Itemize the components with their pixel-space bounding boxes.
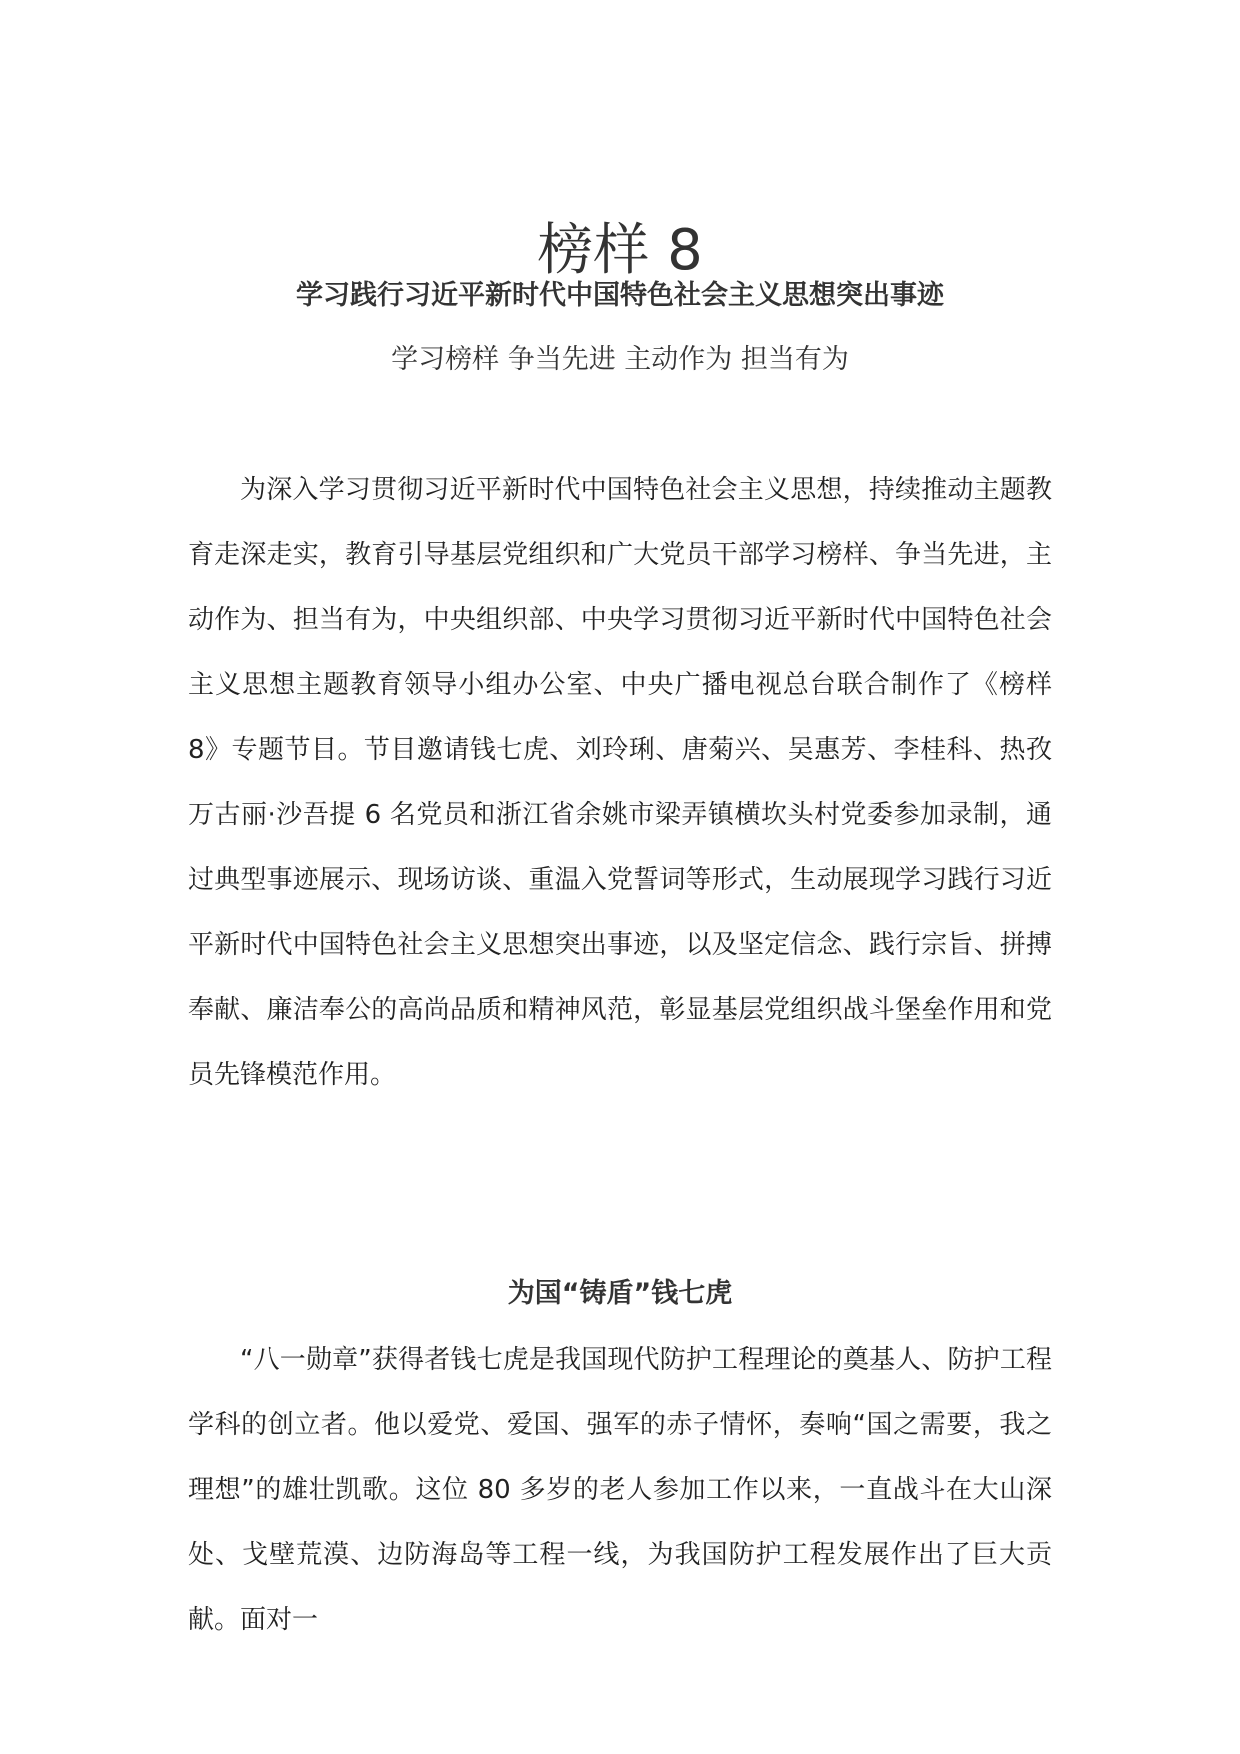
document-slogan: 学习榜样 争当先进 主动作为 担当有为 — [391, 344, 849, 375]
document-title: 榜样 8 — [537, 217, 703, 283]
section-heading: 为国“铸盾”钱七虎 — [507, 1278, 733, 1310]
document-subtitle: 学习践行习近平新时代中国特色社会主义思想突出事迹 — [296, 280, 944, 311]
intro-paragraph: 为深入学习贯彻习近平新时代中国特色社会主义思想，持续推动主题教育走深走实，教育引导基层党组织和广大党员干部学习榜样、争当先进，主动作为、担当有为，中央组织部、中央学习贯彻习近平新时代中国特色社会主义思想主题教育领导小组办公室、中央广播电视总台联合制作了《榜样 8》专题节目。节目邀请钱七虎、刘玲琍、唐菊兴、吴惠芳、李桂科、热孜万古丽·沙吾提 6 名党员和浙江省余姚市梁弄镇横坎头村党委参加录制，通过典型事迹展示、现场访谈、重温入党誓词等形式，生动展现学习践行习近平新时代中国特色社会主义思想突出事迹，以及坚定信念、践行宗旨、拼搏奉献、廉洁奉公的高尚品质和精神风范，彰显基层党组织战斗堡垒作用和党员先锋模范作用。 — [188, 475, 1052, 1090]
section-paragraph: “八一勋章”获得者钱七虎是我国现代防护工程理论的奠基人、防护工程学科的创立者。他以爱党、爱国、强军的赤子情怀，奏响“国之需要，我之理想”的雄壮凯歌。这位 80 多岁的老人参加工作以来，一直战斗在大山深处、戈壁荒漠、边防海岛等工程一线，为我国防护工程发展作出了巨大贡献。面对一 — [188, 1345, 1052, 1635]
